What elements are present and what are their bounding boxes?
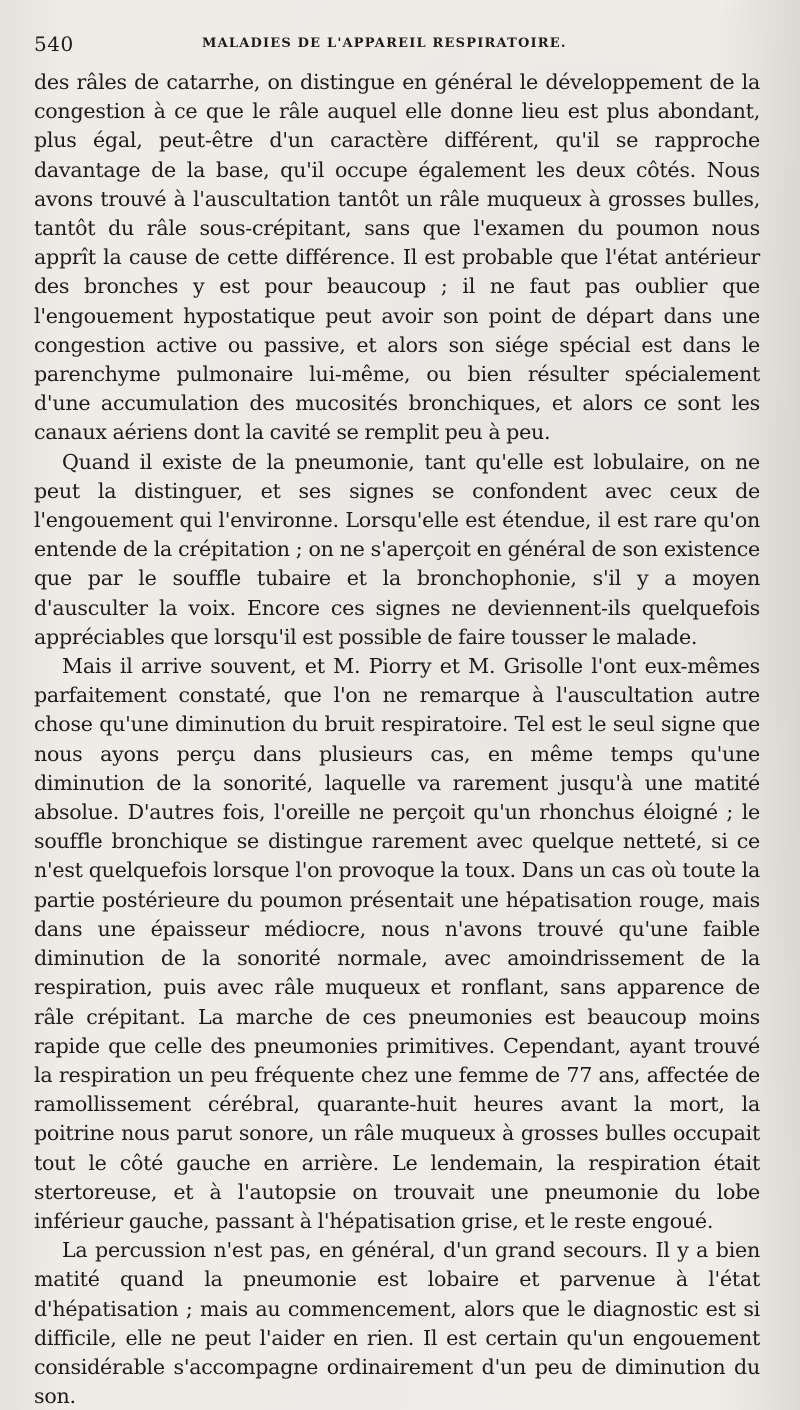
paragraph: des râles de catarrhe, on distingue en général le développement de la congestion à ce que le râle auquel elle donne lieu est plus abondant, plus égal, peut-être d'un caractère différent, qu'il se rapproche davantage de la base, qu'il occupe également les deux côtés. Nous avons trouvé à l'auscultation tantôt un râle muqueux à grosses bulles, tantôt du râle sous-crépitant, sans que l'examen du poumon nous apprît la cause de cette différence. Il est probable que l'état antérieur des bronches y est pour beaucoup ; il ne faut pas oublier que l'engouement hypostatique peut avoir son point de départ dans une congestion active ou passive, et alors son siége spécial est dans le parenchyme pulmonaire lui-même, ou bien résulter spécialement d'une accumulation des mucosités bronchiques, et alors ce sont les canaux aériens dont la cavité se remplit peu à peu. [34,70,760,445]
page-number: 540 [34,32,74,56]
body-text [34,68,760,1410]
paragraph: La percussion n'est pas, en général, d'un grand secours. Il y a bien matité quand la pneumonie est lobaire et parvenue à l'état d'hépatisation ; mais au commencement, alors que le diagnostic est si difficile, elle ne peut l'aider en rien. Il est certain qu'un engouement considérable s'accompagne ordinairement d'un peu de diminution du son. [34,1238,760,1409]
paragraph: Quand il existe de la pneumonie, tant qu'elle est lobulaire, on ne peut la distinguer, et ses signes se confondent avec ceux de l'engouement qui l'environne. Lorsqu'elle est étendue, il est rare qu'on entende de la crépitation ; on ne s'aperçoit en général de son existence que par le souffle tubaire et la bronchophonie, s'il y a moyen d'ausculter la voix. Encore ces signes ne deviennent-ils quelquefois appréciables que lorsqu'il est possible de faire tousser le malade. [34,449,760,649]
paragraph: Mais il arrive souvent, et M. Piorry et M. Grisolle l'ont eux-mêmes parfaitement constaté, que l'on ne remarque à l'auscultation autre chose qu'une diminution du bruit respiratoire. Tel est le seul signe que nous ayons perçu dans plusieurs cas, en même temps qu'une diminution de la sonorité, laquelle va rarement jusqu'à une matité absolue. D'autres fois, l'oreille ne perçoit qu'un rhonchus éloigné ; le souffle bronchique se distingue rarement avec quelque netteté, si ce n'est quelquefois lorsque l'on provoque la toux. Dans un cas où toute la partie postérieure du poumon présentait une hépatisation rouge, mais dans une épaisseur médiocre, nous n'avons trouvé qu'une faible diminution de la sonorité normale, avec amoindrissement de la respiration, puis avec râle muqueux et ronflant, sans apparence de râle crépitant. La marche de ces pneumonies est beaucoup moins rapide que celle des pneumonies primitives. Cependant, ayant trouvé la respiration un peu fréquente chez une femme de 77 ans, affectée de ramollissement cérébral, quarante-huit heures avant la mort, la poitrine nous parut sonore, un râle muqueux à grosses bulles occupait tout le côté gauche en arrière. Le lendemain, la respiration était stertoreuse, et à l'autopsie on trouvait une pneumonie du lobe inférieur gauche, passant à l'hépatisation grise, et le reste engoué. [34,654,760,1233]
running-title: MALADIES DE L'APPAREIL RESPIRATOIRE. [202,36,567,51]
running-head [34,30,760,62]
